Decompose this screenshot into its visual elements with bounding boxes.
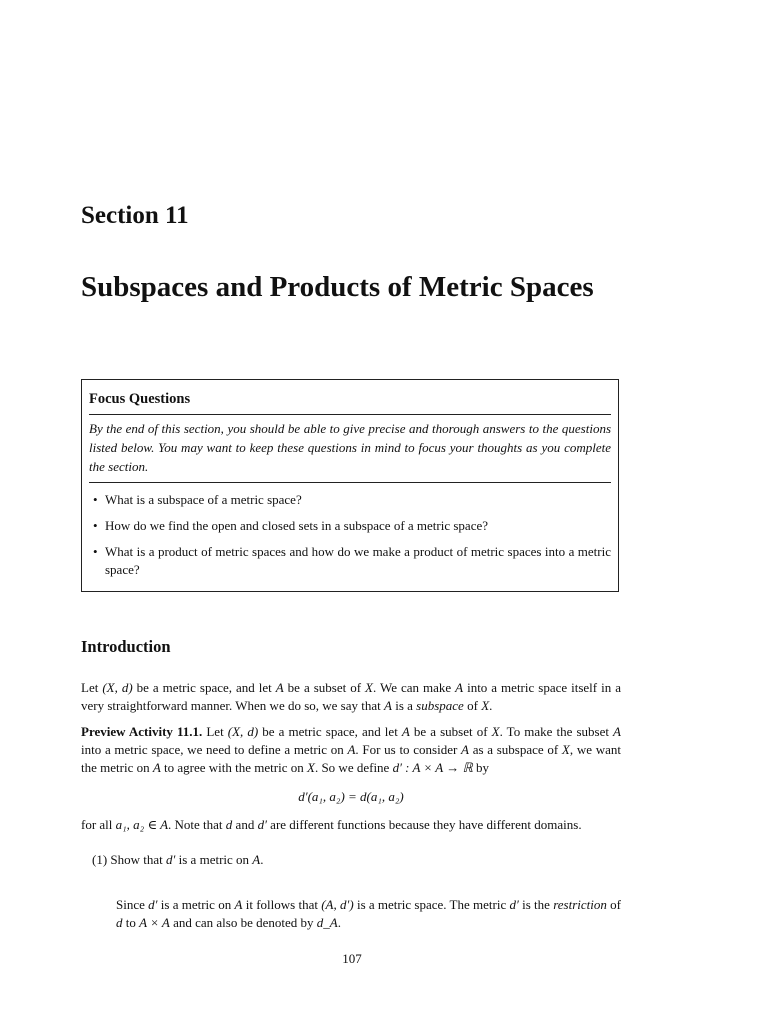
focus-questions-heading: Focus Questions xyxy=(89,380,611,415)
restriction-paragraph: Since d′ is a metric on A it follows that (A, d′) is a metric space. The metric d′ is the restriction of d to A × A and can also be denoted by d_A. xyxy=(116,897,621,930)
focus-question-text: What is a product of metric spaces and how do we make a product of metric spaces into a metric space? xyxy=(105,544,611,577)
bullet-icon: • xyxy=(93,544,98,559)
section-title: Subspaces and Products of Metric Spaces xyxy=(81,271,594,303)
activity-item-1: (1) Show that d′ is a metric on A. xyxy=(92,852,264,867)
focus-question-text: How do we find the open and closed sets in a subspace of a metric space? xyxy=(105,518,489,533)
page-number: 107 xyxy=(342,951,362,966)
preview-activity-label: Preview Activity 11.1. xyxy=(81,724,203,739)
bullet-icon: • xyxy=(93,492,98,507)
focus-question-item xyxy=(89,517,611,535)
focus-questions-intro: By the end of this section, you should be able to give precise and thorough answers to the questions listed below. You may want to keep these questions in mind to focus your thoughts as you complete the section. xyxy=(89,415,611,483)
introduction-paragraph: Let (X, d) be a metric space, and let A be a subset of X. We can make A into a metric space itself in a very straightforward manner. When we do so, we say that A is a subspace of X. xyxy=(81,680,621,713)
item-number: (1) xyxy=(92,852,108,867)
bullet-icon: • xyxy=(93,518,98,533)
preview-activity-paragraph: Preview Activity 11.1. Let (X, d) be a metric space, and let A be a subset of X. To make the subset A into a metric space, we need to define a metric on A. For us to consider A as a subspace of X, we want the metric on A to agree with the metric on X. So we define d′ : A × A → ℝ by xyxy=(81,724,621,775)
introduction-heading: Introduction xyxy=(81,637,171,656)
focus-questions-list xyxy=(89,483,611,579)
domain-note-paragraph: for all a₁, a₂ ∈ A. Note that d and d′ are different functions because they have different domains. xyxy=(81,817,582,832)
focus-question-item xyxy=(89,543,611,579)
focus-questions-box xyxy=(81,379,619,592)
focus-question-text: What is a subspace of a metric space? xyxy=(105,492,302,507)
section-label: Section 11 xyxy=(81,202,189,229)
focus-question-item xyxy=(89,491,611,509)
metric-definition-equation: d′(a₁, a₂) = d(a₁, a₂) xyxy=(298,789,404,804)
